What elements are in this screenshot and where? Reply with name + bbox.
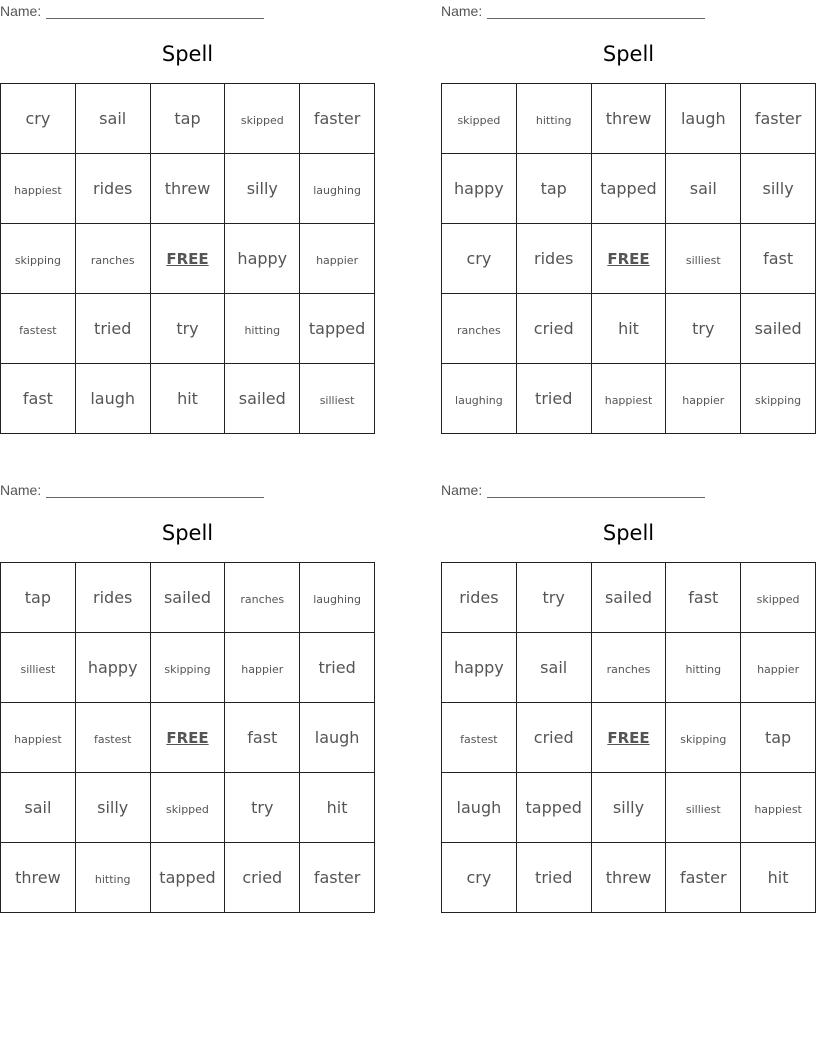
bingo-cell — [741, 563, 816, 633]
bingo-cell — [300, 364, 375, 434]
bingo-word: fast — [247, 728, 278, 747]
bingo-cell — [225, 773, 300, 843]
bingo-word: sail — [99, 109, 127, 128]
bingo-cell — [741, 84, 816, 154]
bingo-word: silly — [246, 179, 278, 198]
bingo-cell — [1, 843, 76, 913]
bingo-cell — [75, 633, 150, 703]
bingo-cell — [225, 843, 300, 913]
bingo-cell — [666, 364, 741, 434]
bingo-cell — [516, 843, 591, 913]
bingo-word: rides — [93, 588, 133, 607]
bingo-cell — [150, 563, 225, 633]
bingo-word: skipped — [756, 593, 800, 606]
bingo-word: cry — [466, 868, 492, 887]
bingo-row — [442, 154, 816, 224]
bingo-word: fastest — [19, 324, 57, 337]
bingo-cell — [741, 703, 816, 773]
bingo-word: laugh — [314, 728, 360, 747]
bingo-cell — [666, 224, 741, 294]
bingo-word: silly — [762, 179, 794, 198]
bingo-word: rides — [93, 179, 133, 198]
bingo-card — [441, 479, 816, 913]
bingo-word: ranches — [457, 324, 501, 337]
bingo-cell — [300, 154, 375, 224]
name-blank-line — [46, 483, 264, 498]
bingo-grid — [0, 562, 375, 913]
bingo-word: sailed — [754, 319, 802, 338]
bingo-row — [442, 843, 816, 913]
bingo-row — [1, 773, 375, 843]
bingo-word: hitting — [535, 114, 572, 127]
bingo-cell — [591, 563, 666, 633]
bingo-cell — [1, 224, 76, 294]
bingo-row — [442, 703, 816, 773]
bingo-word: laughing — [455, 394, 503, 407]
bingo-word: skipping — [164, 663, 211, 676]
bingo-word: hit — [767, 868, 789, 887]
bingo-cell — [442, 154, 517, 224]
bingo-row — [442, 563, 816, 633]
bingo-cell — [300, 563, 375, 633]
bingo-word: hit — [326, 798, 348, 817]
bingo-cell — [442, 773, 517, 843]
bingo-row — [442, 294, 816, 364]
bingo-word: fast — [22, 389, 53, 408]
bingo-cell — [741, 294, 816, 364]
bingo-word: happy — [237, 249, 288, 268]
bingo-word: cry — [25, 109, 51, 128]
card-title: Spell — [602, 521, 655, 545]
name-field — [441, 480, 705, 498]
bingo-word: happy — [454, 179, 504, 198]
bingo-word: tap — [174, 109, 201, 128]
bingo-row — [442, 224, 816, 294]
bingo-cell — [442, 633, 517, 703]
name-label: Name: — [0, 3, 42, 19]
bingo-word: rides — [534, 249, 574, 268]
bingo-cell — [741, 843, 816, 913]
bingo-word: happy — [87, 658, 138, 677]
bingo-cell — [300, 294, 375, 364]
bingo-cell — [1, 703, 76, 773]
bingo-cell — [75, 364, 150, 434]
card-title: Spell — [602, 42, 655, 66]
bingo-cell — [516, 154, 591, 224]
bingo-word: laugh — [456, 798, 502, 817]
name-field — [0, 480, 264, 498]
bingo-cell — [516, 84, 591, 154]
bingo-card — [0, 479, 375, 913]
free-space-label: FREE — [607, 250, 650, 268]
bingo-word: tap — [24, 588, 52, 607]
bingo-row — [1, 563, 375, 633]
bingo-cell — [75, 563, 150, 633]
bingo-cell — [1, 294, 76, 364]
bingo-cell — [225, 633, 300, 703]
bingo-cell — [225, 84, 300, 154]
bingo-row — [1, 703, 375, 773]
bingo-cell — [225, 364, 300, 434]
bingo-cell — [1, 154, 76, 224]
bingo-word: cried — [533, 728, 574, 747]
bingo-cell — [666, 84, 741, 154]
bingo-word: threw — [605, 109, 652, 128]
bingo-row — [1, 154, 375, 224]
bingo-word: fastest — [460, 733, 498, 746]
name-field — [441, 1, 705, 19]
bingo-word: threw — [15, 868, 61, 887]
free-space-cell — [150, 224, 225, 294]
bingo-cell — [1, 773, 76, 843]
bingo-cell — [666, 633, 741, 703]
bingo-word: hit — [177, 389, 198, 408]
bingo-word: cried — [242, 868, 283, 887]
bingo-word: tapped — [308, 319, 366, 338]
bingo-word: try — [692, 319, 715, 338]
bingo-cell — [741, 154, 816, 224]
bingo-cell — [741, 773, 816, 843]
bingo-cell — [516, 633, 591, 703]
bingo-word: ranches — [90, 254, 135, 267]
bingo-word: hitting — [685, 663, 722, 676]
bingo-word: tried — [94, 319, 132, 338]
bingo-word: skipping — [680, 733, 727, 746]
bingo-cell — [442, 843, 517, 913]
bingo-cell — [150, 154, 225, 224]
bingo-row — [442, 84, 816, 154]
bingo-row — [1, 224, 375, 294]
bingo-word: try — [176, 319, 199, 338]
bingo-cell — [150, 364, 225, 434]
name-blank-line — [487, 483, 705, 498]
bingo-word: happier — [757, 663, 800, 676]
bingo-row — [1, 364, 375, 434]
bingo-word: tried — [535, 389, 573, 408]
bingo-cell — [300, 703, 375, 773]
bingo-word: sail — [24, 798, 52, 817]
bingo-cell — [516, 703, 591, 773]
bingo-cell — [150, 84, 225, 154]
bingo-word: skipped — [166, 803, 209, 816]
bingo-word: sailed — [604, 588, 652, 607]
bingo-cell — [666, 773, 741, 843]
bingo-row — [442, 364, 816, 434]
bingo-row — [1, 633, 375, 703]
name-blank-line — [487, 4, 705, 19]
bingo-word: laugh — [90, 389, 136, 408]
bingo-word: cried — [533, 319, 574, 338]
bingo-cell — [741, 224, 816, 294]
bingo-cell — [591, 364, 666, 434]
bingo-cell — [225, 563, 300, 633]
bingo-word: cry — [466, 249, 492, 268]
bingo-cell — [516, 773, 591, 843]
bingo-cell — [442, 84, 517, 154]
bingo-cell — [75, 154, 150, 224]
bingo-cell — [591, 294, 666, 364]
bingo-cell — [300, 224, 375, 294]
name-label: Name: — [441, 3, 483, 19]
bingo-card — [0, 0, 375, 434]
card-title: Spell — [161, 42, 214, 66]
bingo-cell — [516, 294, 591, 364]
bingo-word: skipping — [755, 394, 802, 407]
bingo-cell — [591, 154, 666, 224]
bingo-cell — [300, 843, 375, 913]
bingo-cell — [516, 364, 591, 434]
free-space-cell — [591, 224, 666, 294]
bingo-cell — [225, 294, 300, 364]
bingo-word: fast — [688, 588, 719, 607]
bingo-cell — [225, 703, 300, 773]
bingo-word: fastest — [93, 733, 132, 746]
free-space-cell — [150, 703, 225, 773]
bingo-word: silliest — [685, 254, 721, 267]
bingo-word: faster — [680, 868, 727, 887]
bingo-word: skipped — [240, 114, 284, 127]
bingo-cell — [75, 224, 150, 294]
bingo-word: happiest — [604, 394, 653, 407]
bingo-word: silliest — [319, 394, 355, 407]
bingo-cell — [666, 703, 741, 773]
bingo-word: happiest — [14, 184, 62, 197]
bingo-cell — [300, 633, 375, 703]
bingo-cell — [666, 294, 741, 364]
bingo-word: threw — [605, 868, 652, 887]
bingo-cell — [300, 84, 375, 154]
bingo-cell — [75, 84, 150, 154]
name-field — [0, 1, 264, 19]
bingo-word: rides — [459, 588, 499, 607]
bingo-word: threw — [164, 179, 211, 198]
bingo-cell — [150, 773, 225, 843]
bingo-word: ranches — [606, 663, 651, 676]
bingo-cell — [516, 224, 591, 294]
bingo-row — [1, 84, 375, 154]
bingo-cell — [225, 154, 300, 224]
bingo-word: tapped — [525, 798, 582, 817]
bingo-cell — [442, 563, 517, 633]
bingo-word: tap — [540, 179, 567, 198]
bingo-word: tapped — [600, 179, 657, 198]
bingo-cell — [591, 843, 666, 913]
bingo-word: sail — [540, 658, 568, 677]
bingo-word: tried — [535, 868, 573, 887]
bingo-word: happier — [241, 663, 284, 676]
bingo-row — [442, 773, 816, 843]
bingo-cell — [75, 773, 150, 843]
bingo-word: tap — [764, 728, 792, 747]
card-title: Spell — [161, 521, 214, 545]
bingo-cell — [150, 843, 225, 913]
free-space-cell — [591, 703, 666, 773]
bingo-word: silly — [97, 798, 129, 817]
free-space-label: FREE — [166, 729, 209, 747]
bingo-cell — [442, 224, 517, 294]
bingo-cell — [75, 703, 150, 773]
bingo-word: sail — [689, 179, 717, 198]
bingo-word: laugh — [680, 109, 726, 128]
bingo-cell — [666, 843, 741, 913]
bingo-grid — [0, 83, 375, 434]
bingo-word: happy — [454, 658, 504, 677]
bingo-word: hitting — [244, 324, 281, 337]
bingo-cell — [666, 154, 741, 224]
bingo-word: laughing — [313, 593, 361, 606]
bingo-word: happiest — [14, 733, 62, 746]
bingo-cell — [1, 364, 76, 434]
bingo-word: sailed — [238, 389, 286, 408]
bingo-word: fast — [763, 249, 794, 268]
bingo-cell — [75, 294, 150, 364]
bingo-cell — [150, 294, 225, 364]
bingo-cell — [591, 84, 666, 154]
bingo-cell — [1, 633, 76, 703]
bingo-word: silly — [612, 798, 645, 817]
bingo-word: tapped — [159, 868, 216, 887]
bingo-word: hitting — [94, 873, 131, 886]
bingo-card — [441, 0, 816, 434]
bingo-word: happier — [316, 254, 359, 267]
bingo-cell — [666, 563, 741, 633]
free-space-label: FREE — [607, 729, 650, 747]
bingo-word: ranches — [240, 593, 285, 606]
bingo-cell — [1, 563, 76, 633]
bingo-cell — [150, 633, 225, 703]
bingo-word: faster — [754, 109, 802, 128]
bingo-cell — [225, 224, 300, 294]
bingo-cell — [300, 773, 375, 843]
bingo-grid — [441, 562, 816, 913]
bingo-word: laughing — [313, 184, 361, 197]
bingo-word: faster — [313, 868, 361, 887]
bingo-grid — [441, 83, 816, 434]
bingo-cell — [516, 563, 591, 633]
bingo-word: try — [251, 798, 274, 817]
bingo-word: try — [542, 588, 565, 607]
bingo-row — [442, 633, 816, 703]
bingo-cell — [591, 773, 666, 843]
bingo-word: sailed — [163, 588, 211, 607]
bingo-row — [1, 294, 375, 364]
bingo-word: silliest — [20, 663, 56, 676]
bingo-row — [1, 843, 375, 913]
bingo-word: faster — [313, 109, 361, 128]
bingo-cell — [591, 633, 666, 703]
bingo-word: tried — [318, 658, 356, 677]
bingo-cell — [442, 703, 517, 773]
name-label: Name: — [441, 482, 483, 498]
bingo-word: happier — [682, 394, 725, 407]
bingo-cell — [1, 84, 76, 154]
bingo-cell — [75, 843, 150, 913]
bingo-word: hit — [618, 319, 639, 338]
bingo-cell — [741, 633, 816, 703]
bingo-cell — [442, 294, 517, 364]
bingo-word: skipped — [457, 114, 501, 127]
name-label: Name: — [0, 482, 42, 498]
bingo-word: happiest — [754, 803, 802, 816]
free-space-label: FREE — [166, 250, 209, 268]
bingo-cell — [442, 364, 517, 434]
bingo-word: skipping — [14, 254, 61, 267]
bingo-word: silliest — [685, 803, 721, 816]
name-blank-line — [46, 4, 264, 19]
bingo-cell — [741, 364, 816, 434]
